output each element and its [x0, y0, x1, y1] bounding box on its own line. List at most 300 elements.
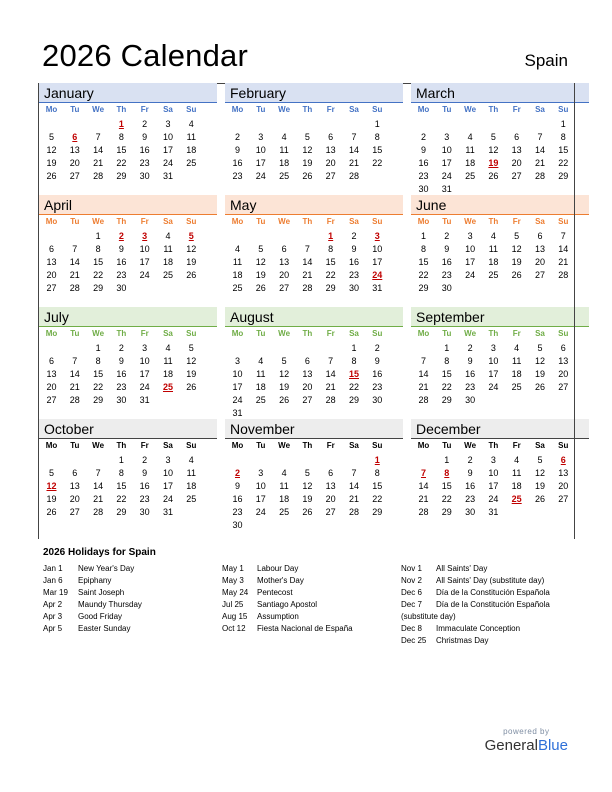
day-cell: 4 — [258, 355, 264, 366]
day-cell: 11 — [279, 144, 289, 155]
day-cell: 21 — [93, 157, 104, 168]
day-cell: 12 — [186, 355, 197, 366]
weekday-label: Su — [372, 441, 383, 450]
day-cell: 23 — [465, 381, 476, 392]
day-cell: 9 — [142, 131, 148, 142]
day-cell: 24 — [255, 506, 266, 517]
holiday-day-cell: 25 — [511, 493, 522, 504]
month-header — [39, 195, 217, 214]
holiday-date: Apr 5 — [43, 624, 63, 633]
day-cell: 23 — [116, 269, 127, 280]
holiday-name: All Saints' Day — [436, 564, 488, 573]
day-cell: 6 — [304, 355, 310, 366]
day-cell: 17 — [162, 144, 173, 155]
day-cell: 11 — [163, 243, 173, 254]
day-cell: 11 — [186, 467, 196, 478]
day-cell: 14 — [93, 480, 104, 491]
holiday-day-cell: 1 — [374, 455, 380, 465]
day-cell: 27 — [511, 170, 522, 181]
holiday-day-cell: 2 — [234, 467, 240, 478]
weekday-label: Tu — [70, 217, 80, 226]
day-cell: 20 — [534, 256, 545, 267]
day-cell: 25 — [162, 269, 173, 280]
month-header-rule — [225, 214, 403, 215]
weekday-label: Mo — [231, 441, 244, 450]
weekday-label: Fr — [140, 217, 149, 226]
month-may — [224, 195, 403, 307]
day-cell: 7 — [537, 131, 543, 142]
day-cell: 23 — [418, 170, 429, 181]
day-cell: 23 — [232, 506, 243, 517]
holiday-name: Immaculate Conception — [436, 624, 521, 633]
day-cell: 18 — [162, 368, 173, 379]
month-header — [39, 419, 217, 438]
weekday-label: We — [278, 329, 291, 338]
day-cell: 5 — [490, 131, 496, 142]
day-cell: 18 — [488, 256, 499, 267]
holiday-day-cell: 8 — [444, 467, 450, 478]
day-cell: 28 — [93, 170, 104, 181]
weekday-label: Sa — [349, 105, 359, 114]
day-cell: 21 — [558, 256, 569, 267]
holiday-name: (substitute day) — [401, 612, 456, 621]
holiday-date: Apr 3 — [43, 612, 63, 621]
brand-name-blue: Blue — [537, 737, 568, 754]
day-cell: 27 — [69, 506, 80, 517]
day-cell: 6 — [328, 467, 334, 478]
day-cell: 19 — [534, 368, 545, 379]
day-cell: 17 — [255, 493, 266, 504]
day-cell: 10 — [488, 467, 499, 478]
day-cell: 28 — [418, 394, 429, 405]
day-cell: 31 — [162, 506, 173, 517]
holiday-name: Assumption — [257, 612, 299, 621]
day-cell: 11 — [512, 355, 522, 366]
day-cell: 21 — [534, 157, 545, 168]
weekday-label: Su — [372, 105, 383, 114]
holiday-date: Nov 2 — [401, 576, 422, 585]
day-cell: 5 — [537, 455, 543, 465]
day-cell: 10 — [488, 355, 499, 366]
weekday-label: Mo — [417, 217, 430, 226]
weekday-label: We — [92, 329, 105, 338]
day-cell: 1 — [351, 343, 357, 353]
month-header — [411, 83, 589, 102]
day-cell: 26 — [255, 282, 266, 293]
day-cell: 10 — [162, 131, 173, 142]
day-cell: 28 — [325, 394, 336, 405]
weekday-label: Tu — [442, 329, 452, 338]
holiday-day-cell: 3 — [142, 231, 148, 241]
day-cell: 29 — [441, 506, 452, 517]
day-cell: 14 — [69, 368, 80, 379]
month-name: November — [230, 421, 295, 437]
day-cell: 2 — [142, 455, 148, 465]
day-cell: 8 — [560, 131, 566, 142]
day-cell: 13 — [558, 467, 569, 478]
day-cell: 3 — [165, 119, 171, 129]
day-cell: 12 — [186, 243, 197, 254]
holiday-name: Día de la Constitución Española — [436, 588, 550, 597]
holiday-date: Jul 25 — [222, 600, 244, 609]
month-header — [225, 419, 403, 438]
day-cell: 29 — [93, 394, 104, 405]
day-cell: 5 — [188, 343, 194, 353]
day-cell: 28 — [302, 282, 313, 293]
day-cell: 13 — [46, 368, 57, 379]
day-cell: 11 — [279, 480, 289, 491]
day-cell: 9 — [444, 243, 450, 254]
holiday-name: New Year's Day — [78, 564, 135, 573]
weekday-label: Tu — [442, 105, 452, 114]
day-cell: 21 — [348, 157, 359, 168]
day-cell: 26 — [302, 170, 313, 181]
month-header-rule — [39, 214, 217, 215]
day-cell: 7 — [560, 231, 566, 241]
day-cell: 17 — [488, 480, 499, 491]
day-cell: 26 — [186, 381, 197, 392]
month-january — [38, 83, 217, 195]
day-cell: 16 — [372, 368, 383, 379]
weekday-label: Tu — [256, 441, 266, 450]
weekday-label: Sa — [535, 329, 545, 338]
day-cell: 23 — [441, 269, 452, 280]
day-cell: 25 — [511, 381, 522, 392]
day-cell: 26 — [488, 170, 499, 181]
day-cell: 14 — [325, 368, 336, 379]
day-cell: 4 — [467, 131, 473, 142]
day-cell: 16 — [441, 256, 452, 267]
day-cell: 18 — [232, 269, 243, 280]
day-cell: 23 — [232, 170, 243, 181]
day-cell: 25 — [232, 282, 243, 293]
weekday-label: Fr — [512, 329, 521, 338]
day-cell: 1 — [420, 231, 426, 241]
weekday-label: Tu — [256, 217, 266, 226]
country-label: Spain — [524, 51, 568, 70]
day-cell: 8 — [95, 355, 101, 366]
day-cell: 29 — [348, 394, 359, 405]
month-name: June — [416, 197, 447, 213]
day-cell: 22 — [93, 269, 104, 280]
day-cell: 1 — [560, 119, 566, 129]
day-cell: 27 — [534, 269, 545, 280]
day-cell: 1 — [118, 455, 124, 465]
month-header — [411, 419, 589, 438]
day-cell: 29 — [93, 282, 104, 293]
day-cell: 9 — [374, 355, 380, 366]
day-cell: 30 — [418, 183, 429, 194]
day-cell: 20 — [46, 269, 57, 280]
weekday-label: Th — [116, 105, 127, 114]
holiday-date: Dec 8 — [401, 624, 422, 633]
day-cell: 4 — [165, 343, 171, 353]
weekday-label: Mo — [417, 441, 430, 450]
day-cell: 10 — [162, 467, 173, 478]
day-cell: 28 — [348, 170, 359, 181]
day-cell: 22 — [372, 493, 383, 504]
weekday-label: Tu — [256, 329, 266, 338]
day-cell: 16 — [465, 368, 476, 379]
weekday-label: Su — [558, 329, 569, 338]
day-cell: 24 — [488, 381, 499, 392]
day-cell: 2 — [234, 131, 240, 142]
day-cell: 20 — [558, 480, 569, 491]
weekday-label: Sa — [349, 329, 359, 338]
day-cell: 7 — [95, 467, 101, 478]
weekday-label: Tu — [70, 441, 80, 450]
day-cell: 7 — [95, 131, 101, 142]
holiday-day-cell: 24 — [372, 269, 383, 280]
day-cell: 24 — [139, 269, 150, 280]
month-name: March — [416, 85, 455, 101]
holiday-name: Good Friday — [78, 612, 123, 621]
day-cell: 22 — [441, 493, 452, 504]
day-cell: 31 — [488, 506, 499, 517]
day-cell: 13 — [302, 368, 313, 379]
day-cell: 23 — [139, 157, 150, 168]
day-cell: 12 — [255, 256, 266, 267]
day-cell: 22 — [116, 493, 127, 504]
day-cell: 3 — [234, 355, 240, 366]
day-cell: 8 — [374, 131, 380, 142]
day-cell: 18 — [162, 256, 173, 267]
day-cell: 17 — [232, 381, 243, 392]
day-cell: 3 — [165, 455, 171, 465]
weekday-label: We — [92, 105, 105, 114]
month-name: May — [230, 197, 257, 213]
day-cell: 26 — [534, 493, 545, 504]
day-cell: 6 — [48, 243, 54, 254]
holiday-date: May 24 — [222, 588, 249, 597]
day-cell: 25 — [279, 170, 290, 181]
day-cell: 2 — [118, 343, 124, 353]
weekday-label: Sa — [163, 441, 173, 450]
month-header — [411, 195, 589, 214]
day-cell: 15 — [441, 480, 452, 491]
weekday-label: Su — [186, 217, 197, 226]
day-cell: 28 — [69, 282, 80, 293]
weekday-label: Fr — [140, 105, 149, 114]
weekday-label: Su — [558, 441, 569, 450]
month-september — [410, 307, 589, 419]
day-cell: 9 — [467, 355, 473, 366]
holiday-name: Pentecost — [257, 588, 293, 597]
day-cell: 29 — [116, 170, 127, 181]
day-cell: 20 — [69, 493, 80, 504]
day-cell: 19 — [534, 480, 545, 491]
day-cell: 21 — [348, 493, 359, 504]
day-cell: 14 — [558, 243, 569, 254]
day-cell: 15 — [93, 368, 104, 379]
day-cell: 12 — [46, 144, 57, 155]
weekday-label: We — [278, 105, 291, 114]
day-cell: 16 — [116, 368, 127, 379]
holiday-day-cell: 25 — [162, 381, 173, 392]
day-cell: 11 — [256, 368, 266, 379]
month-header — [225, 195, 403, 214]
weekday-label: Tu — [70, 329, 80, 338]
day-cell: 7 — [72, 355, 78, 366]
day-cell: 8 — [95, 243, 101, 254]
day-cell: 7 — [304, 243, 310, 254]
day-cell: 15 — [441, 368, 452, 379]
weekday-label: Su — [186, 329, 197, 338]
holiday-day-cell: 6 — [560, 455, 566, 465]
weekday-label: Th — [302, 329, 313, 338]
weekday-label: We — [92, 217, 105, 226]
day-cell: 5 — [514, 231, 520, 241]
day-cell: 31 — [162, 170, 173, 181]
day-cell: 6 — [328, 131, 334, 142]
day-cell: 3 — [444, 131, 450, 142]
day-cell: 9 — [142, 467, 148, 478]
weekday-label: Fr — [326, 105, 335, 114]
day-cell: 27 — [46, 282, 57, 293]
day-cell: 28 — [418, 506, 429, 517]
day-cell: 17 — [441, 157, 452, 168]
day-cell: 28 — [69, 394, 80, 405]
day-cell: 6 — [560, 343, 566, 353]
weekday-label: Th — [488, 105, 499, 114]
day-cell: 15 — [325, 256, 336, 267]
weekday-label: Tu — [442, 217, 452, 226]
day-cell: 20 — [302, 381, 313, 392]
day-cell: 26 — [511, 269, 522, 280]
day-cell: 23 — [465, 493, 476, 504]
day-cell: 30 — [441, 282, 452, 293]
day-cell: 2 — [420, 131, 426, 142]
day-cell: 21 — [418, 493, 429, 504]
weekday-label: Su — [186, 105, 197, 114]
day-cell: 6 — [48, 355, 54, 366]
day-cell: 15 — [372, 144, 383, 155]
weekday-label: Mo — [45, 441, 58, 450]
day-cell: 1 — [95, 343, 101, 353]
day-cell: 27 — [302, 394, 313, 405]
day-cell: 30 — [116, 394, 127, 405]
day-cell: 14 — [348, 480, 359, 491]
day-cell: 16 — [139, 144, 150, 155]
month-header — [225, 307, 403, 326]
holiday-date: May 3 — [222, 576, 244, 585]
day-cell: 24 — [139, 381, 150, 392]
day-cell: 10 — [139, 355, 150, 366]
weekday-label: Th — [116, 329, 127, 338]
day-cell: 30 — [232, 519, 243, 530]
day-cell: 17 — [139, 256, 150, 267]
day-cell: 22 — [348, 381, 359, 392]
day-cell: 15 — [93, 256, 104, 267]
day-cell: 15 — [116, 480, 127, 491]
weekday-label: Fr — [326, 441, 335, 450]
weekday-label: Th — [302, 105, 313, 114]
month-header-rule — [225, 102, 403, 103]
day-cell: 30 — [116, 282, 127, 293]
month-december — [410, 419, 589, 531]
day-cell: 14 — [534, 144, 545, 155]
day-cell: 8 — [118, 467, 124, 478]
holiday-name: Christmas Day — [436, 636, 489, 645]
day-cell: 21 — [69, 381, 80, 392]
day-cell: 29 — [558, 170, 569, 181]
month-name: October — [44, 421, 94, 437]
weekday-label: Th — [116, 441, 127, 450]
day-cell: 4 — [281, 131, 287, 142]
day-cell: 31 — [139, 394, 150, 405]
day-cell: 25 — [186, 493, 197, 504]
day-cell: 25 — [465, 170, 476, 181]
day-cell: 14 — [93, 144, 104, 155]
day-cell: 21 — [93, 493, 104, 504]
day-cell: 28 — [93, 506, 104, 517]
day-cell: 12 — [534, 355, 545, 366]
day-cell: 9 — [234, 480, 240, 491]
day-cell: 16 — [418, 157, 429, 168]
weekday-label: Sa — [163, 217, 173, 226]
month-header-rule — [225, 438, 403, 439]
day-cell: 14 — [418, 480, 429, 491]
day-cell: 27 — [279, 282, 290, 293]
holiday-name: Día de la Constitución Española — [436, 600, 550, 609]
day-cell: 1 — [374, 119, 380, 129]
day-cell: 5 — [258, 243, 264, 254]
day-cell: 19 — [302, 493, 313, 504]
weekday-label: Tu — [442, 441, 452, 450]
day-cell: 18 — [279, 157, 290, 168]
weekday-label: Mo — [45, 329, 58, 338]
day-cell: 4 — [281, 467, 287, 478]
day-cell: 22 — [441, 381, 452, 392]
day-cell: 13 — [69, 144, 80, 155]
day-cell: 25 — [488, 269, 499, 280]
day-cell: 5 — [304, 131, 310, 142]
day-cell: 25 — [279, 506, 290, 517]
day-cell: 10 — [441, 144, 452, 155]
day-cell: 27 — [46, 394, 57, 405]
weekday-label: Su — [186, 441, 197, 450]
day-cell: 21 — [325, 381, 336, 392]
day-cell: 29 — [325, 282, 336, 293]
day-cell: 23 — [372, 381, 383, 392]
month-july — [38, 307, 217, 419]
day-cell: 17 — [465, 256, 476, 267]
holiday-date: Dec 7 — [401, 600, 422, 609]
day-cell: 21 — [69, 269, 80, 280]
day-cell: 10 — [465, 243, 476, 254]
day-cell: 7 — [328, 355, 334, 366]
day-cell: 14 — [302, 256, 313, 267]
day-cell: 16 — [139, 480, 150, 491]
holiday-name: Mother's Day — [257, 576, 304, 585]
day-cell: 15 — [418, 256, 429, 267]
day-cell: 18 — [255, 381, 266, 392]
day-cell: 30 — [139, 506, 150, 517]
month-header-rule — [411, 102, 589, 103]
weekday-label: Sa — [535, 441, 545, 450]
holiday-date: Mar 19 — [43, 588, 68, 597]
day-cell: 19 — [279, 381, 290, 392]
month-name: February — [230, 85, 287, 101]
day-cell: 13 — [511, 144, 522, 155]
day-cell: 2 — [374, 343, 380, 353]
day-cell: 14 — [418, 368, 429, 379]
month-november — [224, 419, 403, 531]
day-cell: 4 — [165, 231, 171, 241]
day-cell: 19 — [511, 256, 522, 267]
day-cell: 12 — [488, 144, 499, 155]
month-april — [38, 195, 217, 307]
